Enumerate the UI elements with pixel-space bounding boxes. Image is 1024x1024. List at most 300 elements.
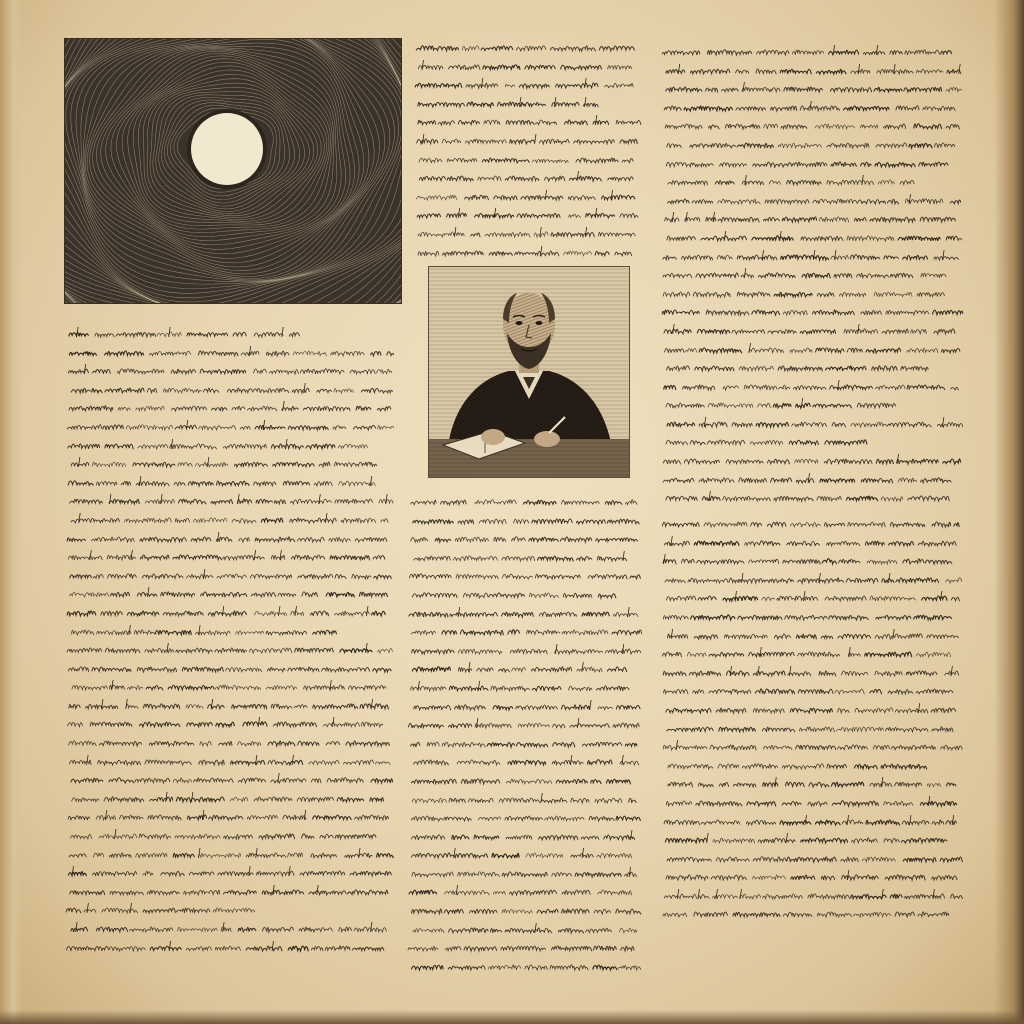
script-word bbox=[855, 708, 893, 713]
script-word bbox=[322, 667, 370, 671]
script-word bbox=[901, 367, 928, 371]
script-word bbox=[92, 537, 135, 542]
script-word bbox=[137, 667, 176, 672]
script-word bbox=[698, 783, 713, 787]
script-word bbox=[378, 425, 394, 429]
script-line bbox=[406, 773, 642, 788]
script-word bbox=[861, 311, 882, 316]
script-word bbox=[67, 537, 85, 541]
script-word bbox=[348, 686, 385, 690]
script-word bbox=[146, 686, 163, 691]
script-word bbox=[449, 798, 465, 802]
script-word bbox=[68, 816, 89, 820]
script-word bbox=[666, 801, 691, 806]
script-ascender bbox=[254, 550, 256, 560]
script-word bbox=[668, 634, 688, 638]
script-word bbox=[460, 630, 503, 635]
script-word bbox=[224, 835, 253, 840]
script-word bbox=[870, 596, 915, 601]
script-word bbox=[694, 912, 728, 917]
script-word bbox=[663, 652, 682, 657]
script-word bbox=[564, 120, 587, 125]
script-word bbox=[562, 630, 608, 635]
script-word bbox=[666, 403, 704, 408]
engraved-portrait bbox=[428, 266, 630, 478]
script-word bbox=[782, 763, 824, 768]
script-word bbox=[409, 574, 451, 579]
script-word bbox=[259, 834, 295, 839]
script-word bbox=[876, 615, 911, 619]
script-word bbox=[105, 351, 144, 356]
script-word bbox=[184, 890, 220, 895]
script-word bbox=[71, 834, 92, 838]
script-word bbox=[891, 745, 935, 750]
script-word bbox=[947, 783, 956, 786]
script-word bbox=[827, 143, 869, 148]
script-word bbox=[246, 852, 286, 857]
script-word bbox=[125, 518, 172, 523]
script-word bbox=[482, 158, 529, 163]
script-line bbox=[64, 754, 394, 769]
script-word bbox=[779, 385, 790, 389]
script-ascender bbox=[940, 591, 942, 601]
script-word bbox=[216, 723, 235, 728]
script-word bbox=[254, 481, 276, 485]
script-word bbox=[749, 347, 784, 352]
script-word bbox=[526, 853, 563, 858]
script-word bbox=[508, 761, 546, 766]
script-ascender bbox=[893, 629, 895, 639]
script-word bbox=[872, 366, 897, 371]
script-word bbox=[663, 273, 692, 278]
script-ascender bbox=[849, 647, 851, 657]
script-word bbox=[586, 928, 612, 932]
script-word bbox=[417, 214, 440, 218]
script-word bbox=[769, 181, 780, 185]
script-word bbox=[619, 928, 636, 933]
script-word bbox=[742, 87, 780, 92]
script-word bbox=[778, 579, 793, 583]
script-word bbox=[90, 723, 132, 728]
script-word bbox=[338, 444, 367, 448]
script-word bbox=[173, 555, 222, 560]
script-word bbox=[874, 87, 902, 91]
script-word bbox=[243, 722, 267, 727]
script-line bbox=[406, 922, 642, 937]
script-word bbox=[906, 671, 937, 676]
script-word bbox=[597, 556, 626, 561]
script-word bbox=[101, 611, 122, 616]
script-line bbox=[64, 345, 394, 360]
script-word bbox=[168, 686, 214, 691]
script-word bbox=[299, 927, 332, 932]
script-word bbox=[69, 704, 80, 708]
script-line bbox=[406, 717, 642, 732]
script-word bbox=[298, 537, 325, 542]
script-ascender bbox=[139, 476, 141, 486]
script-word bbox=[889, 541, 914, 545]
script-word bbox=[415, 83, 462, 87]
script-word bbox=[467, 102, 494, 107]
script-word bbox=[665, 124, 702, 128]
script-word bbox=[604, 835, 635, 840]
script-ascender bbox=[191, 792, 193, 802]
script-line bbox=[406, 959, 642, 974]
script-word bbox=[176, 908, 210, 913]
script-word bbox=[545, 816, 584, 821]
script-line bbox=[406, 606, 642, 621]
script-word bbox=[68, 481, 93, 485]
script-word bbox=[411, 835, 444, 840]
script-word bbox=[71, 927, 88, 932]
script-word bbox=[355, 816, 389, 821]
script-word bbox=[300, 871, 345, 875]
script-word bbox=[605, 501, 622, 505]
script-word bbox=[787, 181, 822, 185]
script-word bbox=[266, 686, 297, 690]
script-word bbox=[815, 124, 855, 129]
script-word bbox=[878, 180, 894, 184]
script-ascender bbox=[77, 327, 79, 337]
script-word bbox=[447, 176, 473, 181]
script-word bbox=[663, 914, 687, 918]
script-word bbox=[819, 671, 836, 676]
script-word bbox=[719, 783, 728, 787]
script-word bbox=[418, 102, 465, 107]
script-word bbox=[629, 798, 637, 802]
script-ascender bbox=[238, 494, 240, 504]
script-word bbox=[620, 139, 637, 143]
script-word bbox=[596, 538, 638, 542]
script-word bbox=[195, 630, 230, 634]
script-word bbox=[71, 388, 90, 393]
script-word bbox=[751, 523, 762, 527]
script-word bbox=[664, 541, 689, 546]
script-word bbox=[589, 816, 614, 821]
script-word bbox=[787, 857, 836, 862]
script-word bbox=[792, 422, 827, 426]
script-word bbox=[298, 741, 319, 746]
script-word bbox=[663, 615, 688, 619]
script-word bbox=[313, 816, 352, 820]
script-word bbox=[499, 669, 510, 672]
script-word bbox=[505, 84, 515, 87]
script-word bbox=[713, 838, 755, 843]
page-left-edge bbox=[0, 0, 22, 1024]
script-word bbox=[916, 689, 953, 694]
script-word bbox=[709, 652, 744, 656]
script-word bbox=[768, 329, 796, 333]
script-word bbox=[309, 891, 346, 895]
script-word bbox=[890, 51, 902, 55]
script-word bbox=[70, 890, 105, 894]
script-word bbox=[577, 667, 602, 672]
script-word bbox=[144, 704, 180, 709]
script-word bbox=[70, 593, 109, 598]
script-word bbox=[67, 425, 101, 430]
script-word bbox=[179, 499, 206, 504]
script-word bbox=[699, 477, 734, 482]
script-ascender bbox=[458, 208, 460, 218]
script-word bbox=[135, 778, 170, 783]
script-word bbox=[92, 388, 102, 392]
script-line bbox=[660, 590, 964, 605]
script-line bbox=[64, 400, 394, 415]
script-line bbox=[660, 211, 964, 226]
script-line bbox=[64, 791, 394, 806]
script-line bbox=[660, 888, 964, 903]
script-word bbox=[709, 125, 719, 129]
script-word bbox=[794, 385, 827, 389]
script-word bbox=[942, 348, 960, 352]
script-line bbox=[406, 940, 642, 955]
script-word bbox=[664, 690, 688, 695]
script-ascender bbox=[386, 494, 388, 504]
script-word bbox=[266, 630, 307, 634]
script-word bbox=[701, 236, 747, 241]
script-word bbox=[230, 797, 248, 802]
script-ascender bbox=[478, 681, 480, 691]
script-word bbox=[193, 518, 227, 523]
script-word bbox=[68, 369, 88, 373]
script-word bbox=[800, 726, 835, 731]
script-word bbox=[339, 481, 376, 486]
script-word bbox=[848, 653, 860, 657]
script-word bbox=[698, 895, 709, 899]
script-word bbox=[918, 912, 949, 917]
script-line bbox=[64, 363, 394, 378]
script-word bbox=[288, 667, 319, 672]
script-line bbox=[660, 516, 964, 531]
script-word bbox=[408, 723, 443, 728]
script-word bbox=[682, 559, 695, 563]
script-word bbox=[552, 946, 592, 951]
script-word bbox=[213, 908, 255, 912]
script-word bbox=[270, 370, 299, 375]
script-word bbox=[200, 741, 212, 745]
script-word bbox=[187, 723, 213, 727]
sun-disc bbox=[191, 113, 263, 185]
script-ascender bbox=[629, 867, 631, 877]
script-word bbox=[615, 251, 632, 255]
script-word bbox=[834, 274, 852, 278]
script-word bbox=[186, 574, 213, 578]
script-word bbox=[715, 181, 734, 185]
script-word bbox=[899, 477, 917, 482]
script-word bbox=[458, 649, 502, 654]
script-word bbox=[354, 425, 376, 429]
script-word bbox=[625, 872, 637, 877]
script-word bbox=[163, 388, 201, 393]
script-word bbox=[254, 369, 267, 374]
page-bottom-edge bbox=[0, 1010, 1024, 1024]
script-word bbox=[553, 742, 575, 746]
script-word bbox=[853, 913, 890, 918]
script-line bbox=[64, 475, 394, 490]
script-word bbox=[414, 705, 451, 710]
script-word bbox=[704, 522, 747, 527]
script-word bbox=[510, 139, 535, 143]
script-word bbox=[502, 556, 535, 561]
script-ascender bbox=[422, 134, 424, 144]
script-word bbox=[209, 816, 243, 821]
script-word bbox=[774, 634, 790, 639]
script-word bbox=[353, 947, 384, 950]
script-word bbox=[932, 726, 953, 731]
script-line bbox=[64, 698, 394, 713]
script-word bbox=[746, 820, 775, 825]
script-word bbox=[142, 574, 183, 579]
script-ascender bbox=[458, 607, 460, 617]
script-word bbox=[663, 745, 707, 750]
script-ascender bbox=[256, 848, 258, 858]
script-word bbox=[505, 176, 538, 181]
script-word bbox=[92, 462, 125, 467]
script-word bbox=[800, 106, 839, 110]
script-word bbox=[527, 630, 560, 635]
script-word bbox=[69, 406, 113, 411]
script-word bbox=[844, 106, 889, 111]
script-word bbox=[764, 124, 778, 129]
script-line bbox=[660, 118, 964, 133]
script-word bbox=[313, 704, 358, 709]
script-word bbox=[667, 857, 711, 862]
script-line bbox=[64, 419, 394, 434]
script-word bbox=[110, 891, 144, 895]
script-word bbox=[608, 177, 633, 181]
script-word bbox=[851, 422, 887, 427]
script-word bbox=[613, 723, 639, 728]
script-word bbox=[254, 797, 292, 802]
script-line bbox=[660, 249, 964, 264]
script-word bbox=[252, 593, 276, 597]
script-line bbox=[660, 44, 964, 59]
script-word bbox=[475, 723, 511, 728]
script-word bbox=[771, 478, 792, 482]
script-ascender bbox=[628, 607, 630, 617]
script-word bbox=[458, 872, 500, 877]
script-word bbox=[552, 872, 572, 876]
script-word bbox=[478, 817, 501, 821]
script-word bbox=[756, 69, 776, 74]
script-word bbox=[863, 51, 885, 54]
script-line bbox=[406, 810, 642, 825]
script-line bbox=[406, 661, 642, 676]
script-word bbox=[762, 727, 795, 732]
script-word bbox=[408, 947, 438, 952]
script-word bbox=[240, 426, 250, 429]
script-word bbox=[418, 232, 464, 237]
script-word bbox=[538, 556, 574, 561]
script-word bbox=[575, 873, 621, 877]
script-word bbox=[788, 671, 811, 675]
script-word bbox=[737, 143, 773, 148]
script-word bbox=[105, 648, 140, 653]
script-word bbox=[830, 385, 873, 390]
script-word bbox=[907, 348, 938, 353]
script-ascender bbox=[112, 680, 114, 690]
script-word bbox=[616, 705, 640, 709]
script-word bbox=[67, 946, 109, 951]
script-word bbox=[897, 459, 939, 464]
script-word bbox=[331, 351, 365, 356]
script-line bbox=[660, 434, 964, 449]
script-word bbox=[481, 46, 513, 51]
script-word bbox=[104, 797, 144, 802]
script-word bbox=[582, 612, 609, 616]
script-word bbox=[741, 274, 753, 278]
script-word bbox=[711, 875, 746, 880]
script-word bbox=[755, 689, 794, 694]
script-word bbox=[268, 760, 287, 765]
script-word bbox=[663, 559, 676, 564]
script-word bbox=[865, 652, 912, 657]
script-word bbox=[171, 370, 195, 375]
script-word bbox=[716, 857, 749, 862]
script-word bbox=[233, 332, 246, 336]
script-line bbox=[412, 133, 642, 148]
script-ascender bbox=[203, 569, 205, 579]
script-line bbox=[660, 702, 964, 717]
script-line bbox=[660, 304, 964, 319]
script-word bbox=[150, 797, 173, 802]
script-word bbox=[695, 366, 734, 371]
script-word bbox=[412, 649, 455, 654]
script-word bbox=[532, 686, 561, 691]
script-ascender bbox=[326, 513, 328, 523]
script-word bbox=[127, 686, 142, 690]
script-word bbox=[876, 385, 906, 389]
script-word bbox=[539, 835, 578, 840]
script-word bbox=[922, 596, 947, 600]
script-word bbox=[699, 422, 727, 427]
script-word bbox=[449, 686, 488, 691]
script-word bbox=[175, 518, 189, 522]
script-word bbox=[262, 927, 293, 932]
script-word bbox=[597, 854, 632, 859]
script-word bbox=[737, 255, 777, 260]
script-line bbox=[660, 814, 964, 829]
script-word bbox=[452, 835, 469, 840]
script-word bbox=[377, 853, 394, 858]
script-word bbox=[319, 462, 330, 467]
script-word bbox=[553, 724, 565, 728]
script-word bbox=[895, 913, 914, 918]
script-word bbox=[133, 462, 175, 467]
script-word bbox=[536, 120, 557, 125]
script-word bbox=[411, 779, 456, 784]
script-word bbox=[888, 690, 913, 694]
script-word bbox=[790, 708, 832, 713]
script-word bbox=[663, 522, 700, 527]
script-line bbox=[412, 77, 642, 92]
script-word bbox=[850, 254, 880, 259]
script-word bbox=[69, 854, 86, 857]
script-word bbox=[798, 652, 840, 657]
script-word bbox=[450, 612, 498, 616]
script-ascender bbox=[115, 829, 117, 839]
script-word bbox=[225, 667, 261, 671]
script-word bbox=[951, 598, 959, 602]
script-word bbox=[411, 538, 428, 542]
script-word bbox=[763, 894, 803, 899]
script-word bbox=[448, 966, 485, 970]
script-word bbox=[827, 764, 847, 768]
script-word bbox=[217, 574, 247, 578]
script-word bbox=[161, 872, 185, 876]
script-word bbox=[174, 482, 185, 486]
script-word bbox=[137, 593, 156, 597]
